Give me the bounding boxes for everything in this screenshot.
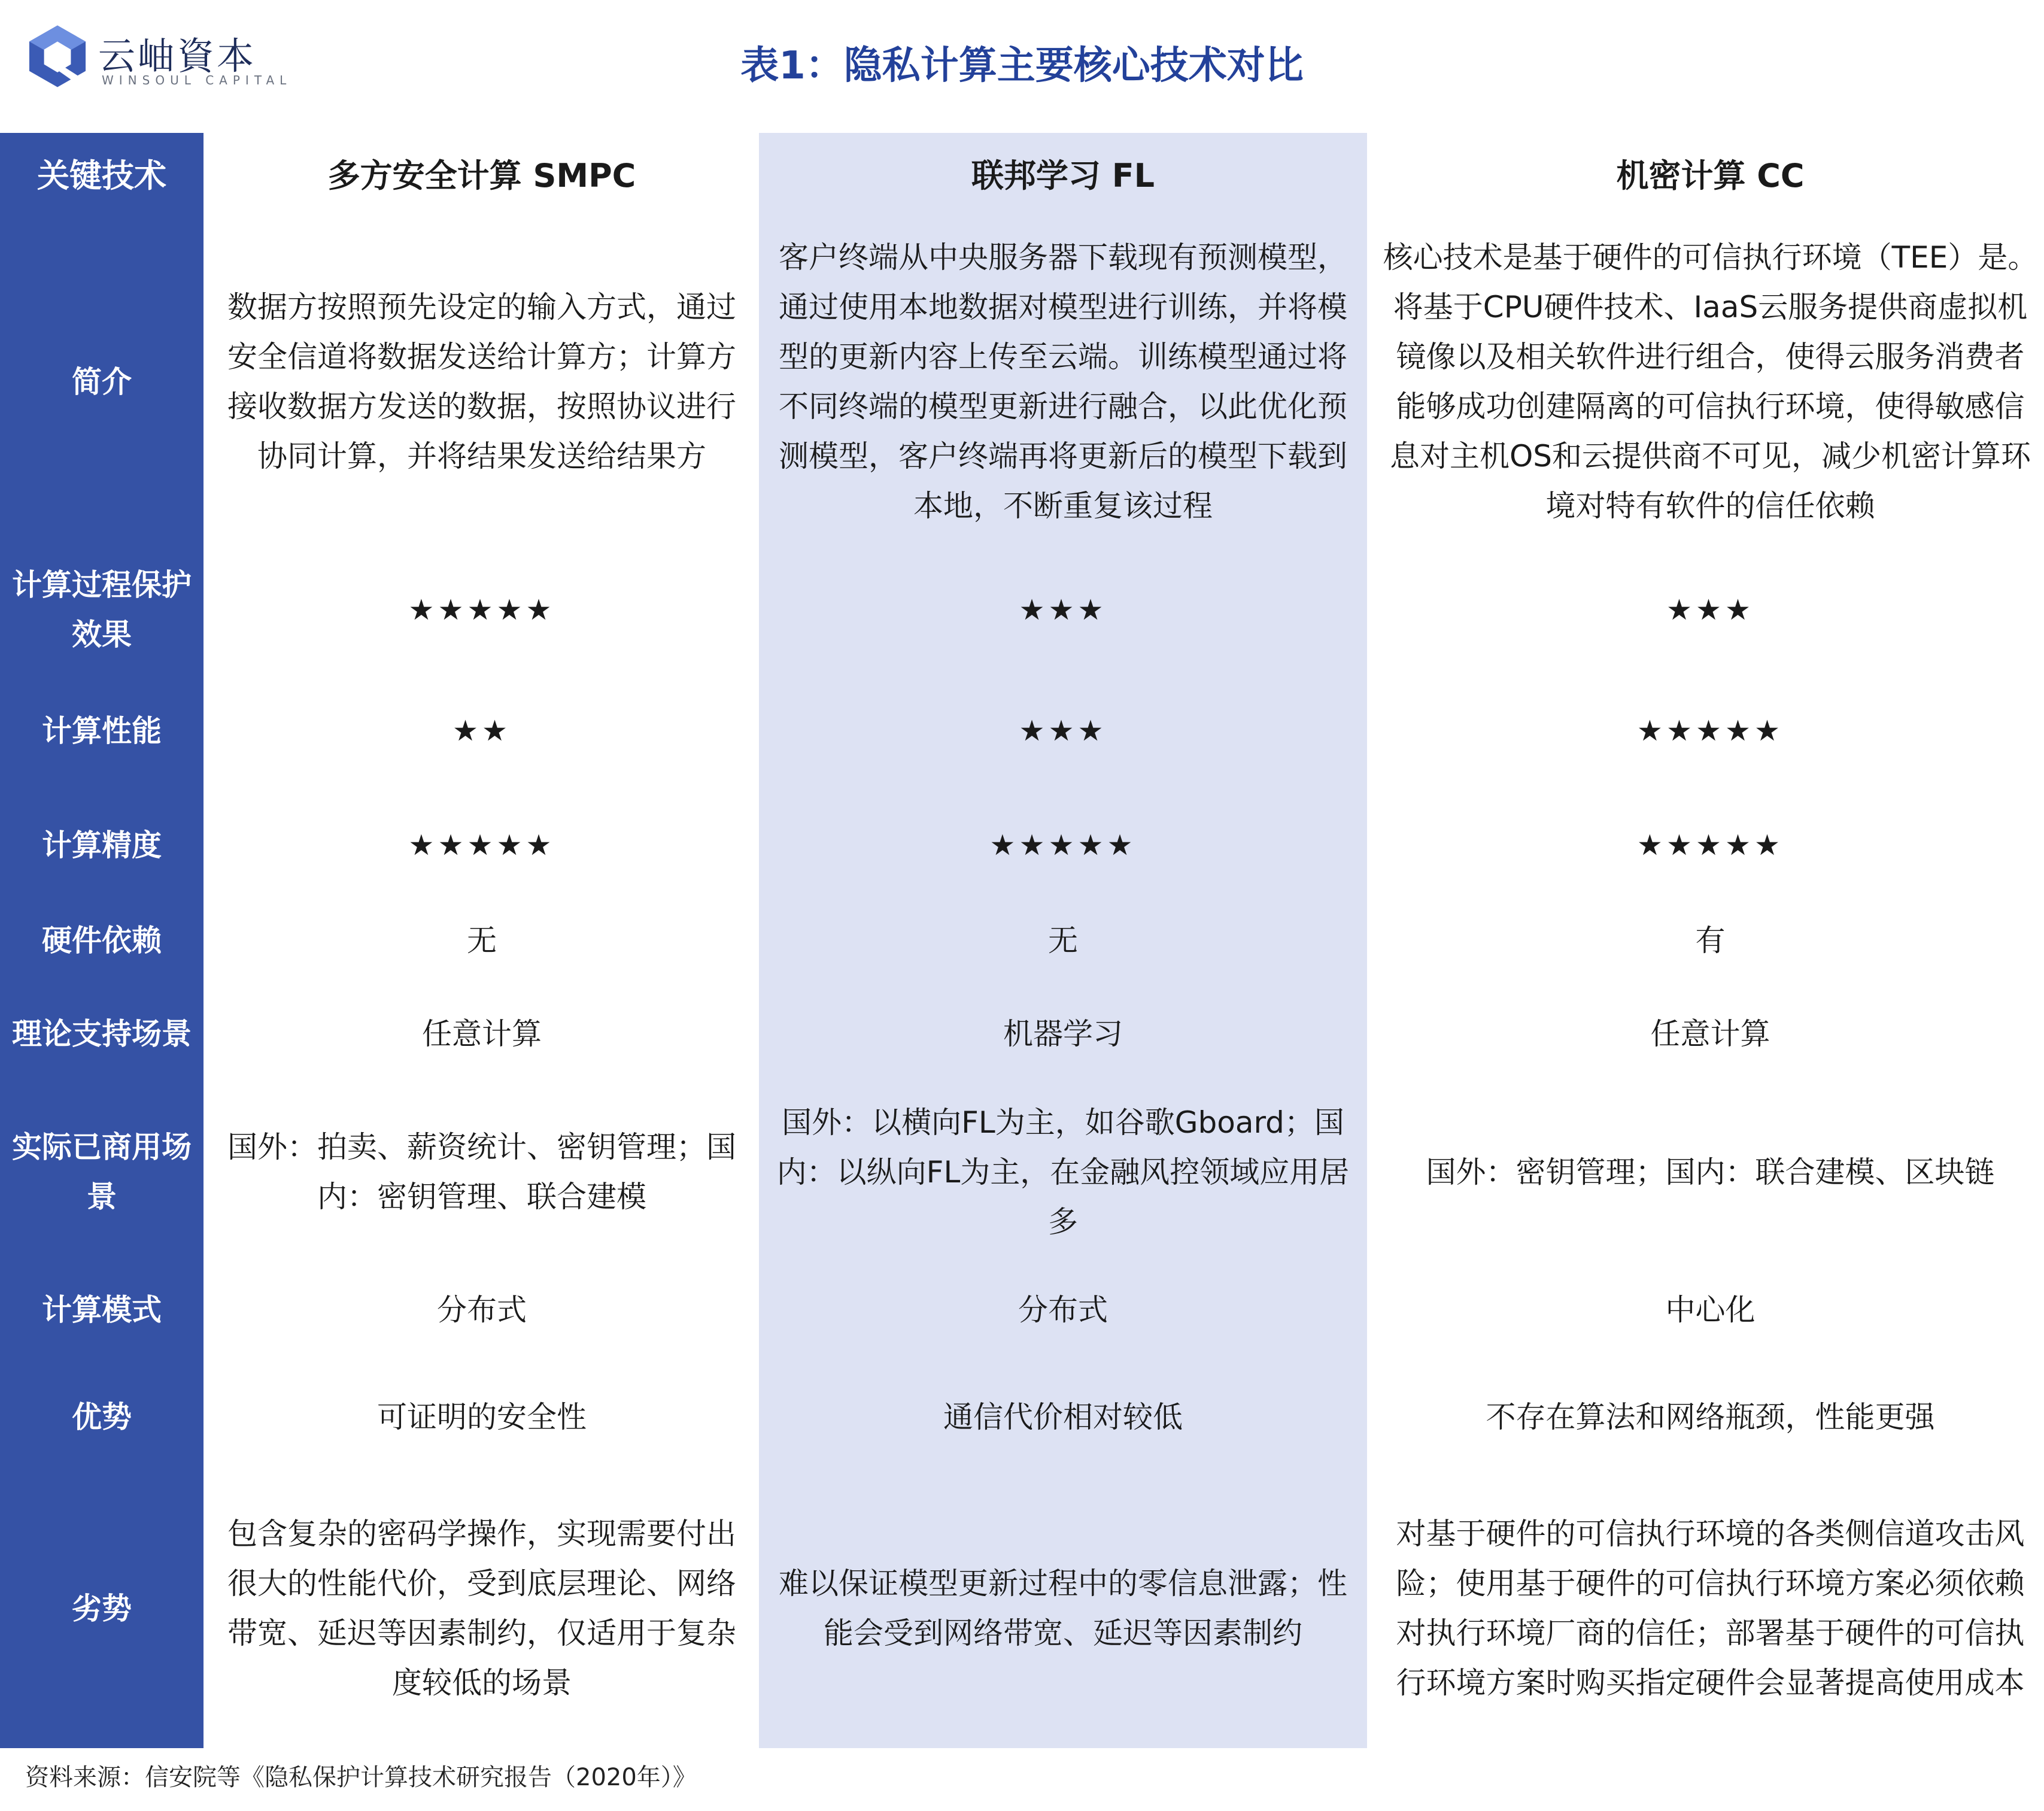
cell-cc: 中心化 xyxy=(1665,1292,1756,1327)
row-label: 计算过程保护效果 xyxy=(12,568,192,652)
row-label: 硬件依赖 xyxy=(42,923,162,958)
row-label: 计算性能 xyxy=(42,713,162,748)
logo-name-cn: 云岫資本 xyxy=(98,34,257,78)
table-row-precision xyxy=(0,788,2044,903)
table-row-mode xyxy=(0,1255,2044,1365)
cell-fl: 通信代价相对较低 xyxy=(943,1399,1183,1434)
cell-cc: 有 xyxy=(1695,923,1726,958)
cell-cc: 国外：密钥管理；国内：联合建模、区块链 xyxy=(1426,1154,1995,1190)
table-row-intro xyxy=(0,218,2044,546)
rating-cc: ★★★★★ xyxy=(1636,828,1784,862)
header-fl: 联邦学习 FL xyxy=(971,156,1155,195)
table-row-disadvantage xyxy=(0,1469,2044,1748)
row-label: 计算模式 xyxy=(42,1292,162,1327)
cell-fl: 分布式 xyxy=(1018,1292,1108,1327)
cell-cc: 对基于硬件的可信执行环境的各类侧信道攻击风险；使用基于硬件的可信执行环境方案必须依赖对执行环境厂商的信任；部署基于硬件的可信执行环境方案时购买指定硬件会显著提高使用成本 xyxy=(1396,1516,2025,1700)
header-smpc: 多方安全计算 SMPC xyxy=(327,156,636,195)
rating-smpc: ★★★★★ xyxy=(408,593,555,627)
rating-fl: ★★★★★ xyxy=(989,828,1137,862)
cell-cc: 核心技术是基于硬件的可信执行环境（TEE）是。将基于CPU硬件技术、IaaS云服务提供商虚拟机镜像以及相关软件进行组合，使得云服务消费者能够成功创建隔离的可信执行环境，使得敏感信息对主机OS和云提供商不可见，减少机密计算环境对特有软件的信任依赖 xyxy=(1383,240,2038,523)
source-note: 资料来源：信安院等《隐私保护计算技术研究报告（2020年）》 xyxy=(25,1764,697,1791)
rating-cc: ★★★★★ xyxy=(1636,714,1784,748)
cell-cc: 任意计算 xyxy=(1650,1016,1770,1051)
rating-cc: ★★★ xyxy=(1666,593,1755,627)
cell-fl: 国外：以横向FL为主，如谷歌Gboard；国内：以纵向FL为主，在金融风控领域应用居多 xyxy=(776,1105,1350,1239)
cell-fl: 机器学习 xyxy=(1003,1016,1123,1051)
table-row-advantage xyxy=(0,1365,2044,1469)
header-label: 关键技术 xyxy=(37,156,166,195)
page-title: 表1：隐私计算主要核心技术对比 xyxy=(740,44,1304,88)
cell-smpc: 包含复杂的密码学操作，实现需要付出很大的性能代价，受到底层理论、网络带宽、延迟等因素制约，仅适用于复杂度较低的场景 xyxy=(227,1516,736,1700)
cell-smpc: 分布式 xyxy=(437,1292,527,1327)
rating-fl: ★★★ xyxy=(1019,714,1107,748)
row-label: 计算精度 xyxy=(42,827,162,863)
table-row-theory xyxy=(0,978,2044,1090)
row-label: 简介 xyxy=(72,364,132,399)
rating-smpc: ★★★★★ xyxy=(408,828,555,862)
header-cc: 机密计算 CC xyxy=(1616,156,1805,195)
table-header-row xyxy=(0,133,2044,218)
row-label: 实际已商用场景 xyxy=(12,1130,192,1214)
table-row-performance xyxy=(0,674,2044,788)
cell-cc: 不存在算法和网络瓶颈，性能更强 xyxy=(1486,1399,1935,1434)
logo-name-en: WINSOUL CAPITAL xyxy=(102,73,292,87)
cell-smpc: 任意计算 xyxy=(422,1016,542,1051)
cell-fl: 无 xyxy=(1048,923,1078,958)
rating-fl: ★★★ xyxy=(1019,593,1107,627)
cell-smpc: 无 xyxy=(467,923,497,958)
table-row-protection xyxy=(0,546,2044,674)
cell-fl: 难以保证模型更新过程中的零信息泄露；性能会受到网络带宽、延迟等因素制约 xyxy=(779,1566,1347,1651)
row-label: 理论支持场景 xyxy=(12,1016,192,1051)
cell-fl: 客户终端从中央服务器下载现有预测模型，通过使用本地数据对模型进行训练，并将模型的更新内容上传至云端。训练模型通过将不同终端的模型更新进行融合，以此优化预测模型，客户终端再将更新后的模型下载到本地，不断重复该过程 xyxy=(779,240,1347,523)
table-row-commercial xyxy=(0,1090,2044,1255)
cell-smpc: 可证明的安全性 xyxy=(377,1399,587,1434)
row-label: 劣势 xyxy=(72,1591,132,1626)
table-row-hardware xyxy=(0,903,2044,978)
rating-smpc: ★★ xyxy=(452,714,512,748)
cell-smpc: 国外：拍卖、薪资统计、密钥管理；国内：密钥管理、联合建模 xyxy=(227,1130,736,1214)
row-label: 优势 xyxy=(72,1399,132,1434)
cell-smpc: 数据方按照预先设定的输入方式，通过安全信道将数据发送给计算方；计算方接收数据方发送的数据，按照协议进行协同计算，并将结果发送给结果方 xyxy=(227,290,736,474)
